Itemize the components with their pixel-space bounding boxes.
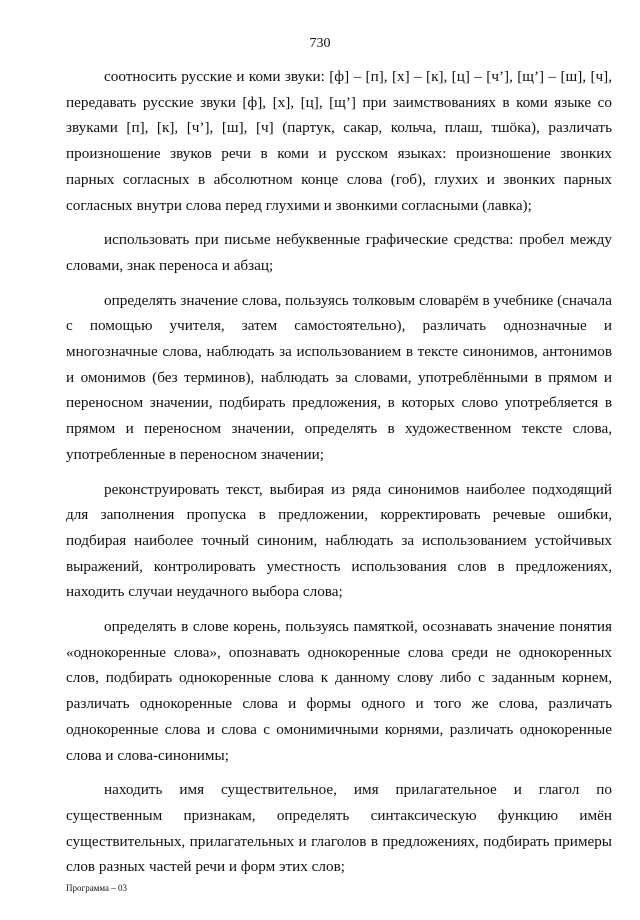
- document-body: [66, 64, 612, 889]
- paragraph-graphic-means: использовать при письме небуквенные графические средства: пробел между словами, знак переноса и абзац;: [66, 231, 612, 274]
- paragraph-word-meaning: определять значение слова, пользуясь толковым словарём в учебнике (сначала с помощью учителя, затем самостоятельно), различать однозначные и многозначные слова, наблюдать за использованием в тексте синонимов, антонимов и омонимов (без терминов), наблюдать за словами, употреблёнными в прямом и переносном значении, подбирать предложения, в которых слово употребляется в прямом и переносном значении, определять в художественном тексте слова, употребленные в переносном значении;: [66, 291, 612, 463]
- paragraph-text-reconstruction: реконструировать текст, выбирая из ряда синонимов наиболее подходящий для заполнения пропуска в предложении, корректировать речевые ошибки, подбирая наиболее точный синоним, наблюдать за использованием устойчивых выражений, контролировать уместность использования слов в предложениях, находить случаи неудачного выбора слова;: [66, 480, 612, 601]
- paragraph-sound-correspondence: соотносить русские и коми звуки: [ф] – [п], [х] – [к], [ц] – [ч’], [щ’] – [ш], [ч], передавать русские звуки [ф], [х], [ц], [щ’] при заимствованиях в коми языке со звуками [п], [к], [ч’], [ш], [ч] (партук, сакар, кольча, плаш, тшöка), различать произношение звуков речи в коми и русском языках: произношение звонких парных согласных в абсолютном конце слова (гоб), глухих и звонких парных согласных внутри слова перед глухими и звонкими согласными (лавка);: [66, 68, 612, 214]
- paragraph-word-root: определять в слове корень, пользуясь памяткой, осознавать значение понятия «однокоренные слова», опознавать однокоренные слова среди не однокоренных слов, подбирать однокоренные слова к данному слову либо с заданным корнем, различать однокоренные слова и формы одного и того же слова, различать однокоренные слова и слова с омонимичными корнями, различать однокоренные слова и слова-синонимы;: [66, 618, 612, 764]
- page-footer: Программа – 03: [66, 883, 128, 893]
- paragraph-parts-of-speech: находить имя существительное, имя прилагательное и глагол по существенным признакам, определять синтаксическую функцию имён существительных, прилагательных и глаголов в предложениях, подбирать примеры слов разных частей речи и форм этих слов;: [66, 781, 612, 876]
- page-number: 730: [309, 36, 331, 51]
